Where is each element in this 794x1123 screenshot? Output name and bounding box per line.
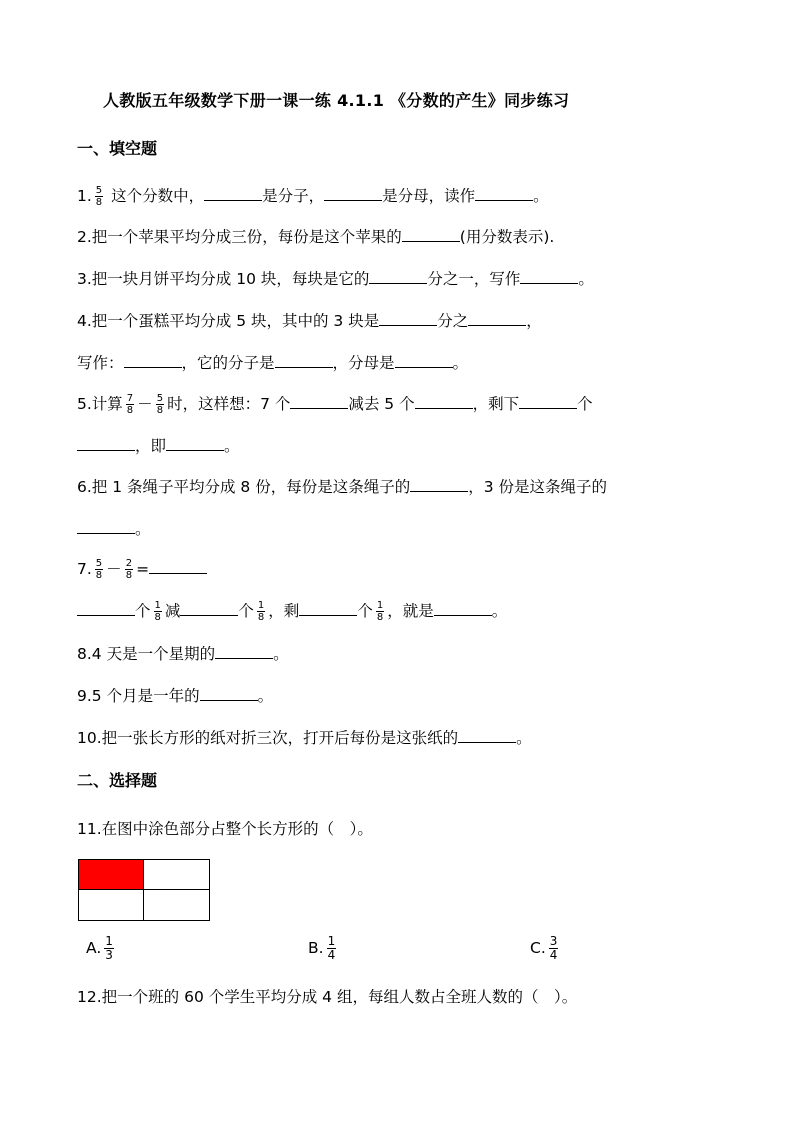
answer-blank[interactable]	[180, 600, 238, 616]
answer-blank[interactable]	[149, 558, 207, 574]
fraction: $\frac{7}{8}$	[126, 393, 134, 416]
fraction: $\frac{2}{8}$	[125, 558, 133, 581]
question-5: 5.计算 $\frac{7}{8}$ － $\frac{5}{8}$ 时，这样想：7 个 减去 5 个 ，剩下 个	[77, 393, 593, 416]
question-1: 1. $\frac{5}{8}$ 这个分数中， 是分子， 是分母，读作 。	[77, 185, 549, 208]
shaded-cell	[79, 860, 144, 890]
answer-blank[interactable]	[520, 268, 578, 284]
answer-blank[interactable]	[200, 685, 258, 701]
grid-vline	[143, 860, 144, 920]
answer-blank[interactable]	[519, 393, 577, 409]
section-multiple-choice: 二、选择题	[77, 771, 158, 790]
fraction: $\frac{1}{4}$	[327, 934, 336, 962]
answer-blank[interactable]	[204, 185, 262, 201]
answer-blank[interactable]	[369, 268, 427, 284]
answer-blank[interactable]	[468, 310, 526, 326]
question-11: 11.在图中涂色部分占整个长方形的（ ）。	[77, 820, 373, 838]
question-5-cont: ，即 。	[77, 435, 240, 457]
question-6: 6.把 1 条绳子平均分成 8 份，每份是这条绳子的 ，3 份是这条绳子的	[77, 478, 608, 496]
option-a[interactable]: A. $\frac{1}{3}$	[86, 934, 113, 962]
question-8: 8.4 天是一个星期的 。	[77, 645, 289, 663]
answer-blank[interactable]	[410, 476, 468, 492]
fraction: $\frac{1}{8}$	[154, 600, 161, 623]
fraction: $\frac{5}{8}$	[95, 558, 103, 581]
answer-blank[interactable]	[379, 310, 437, 326]
question-12: 12.把一个班的 60 个学生平均分成 4 组，每组人数占全班人数的（ ）。	[77, 988, 578, 1006]
section-fill-in: 一、填空题	[77, 139, 158, 158]
question-9: 9.5 个月是一年的 。	[77, 687, 274, 705]
fraction: $\frac{1}{8}$	[257, 600, 265, 623]
question-7: 7. $\frac{5}{8}$ － $\frac{2}{8}$ =	[77, 558, 207, 581]
fraction: $\frac{3}{4}$	[549, 934, 558, 962]
answer-blank[interactable]	[166, 435, 224, 451]
question-4-cont: 写作： ，它的分子是 ，分母是 。	[77, 354, 469, 372]
answer-blank[interactable]	[402, 226, 460, 242]
answer-blank[interactable]	[275, 352, 333, 368]
answer-blank[interactable]	[324, 185, 382, 201]
answer-blank[interactable]	[215, 643, 273, 659]
answer-blank[interactable]	[77, 518, 135, 534]
question-3: 3.把一块月饼平均分成 10 块，每块是它的 分之一，写作 。	[77, 270, 594, 288]
fraction: $\frac{1}{3}$	[105, 934, 113, 962]
answer-blank[interactable]	[458, 727, 516, 743]
question-6-cont: 。	[77, 518, 151, 540]
question-2: 2.把一个苹果平均分成三份，每份是这个苹果的 (用分数表示).	[77, 228, 555, 246]
grid-hline	[79, 889, 209, 890]
answer-blank[interactable]	[475, 185, 533, 201]
answer-blank[interactable]	[434, 600, 492, 616]
answer-blank[interactable]	[77, 435, 135, 451]
answer-blank[interactable]	[77, 600, 135, 616]
option-c[interactable]: C. $\frac{3}{4}$	[530, 934, 558, 962]
question-10: 10.把一张长方形的纸对折三次，打开后每份是这张纸的 。	[77, 729, 532, 747]
answer-blank[interactable]	[395, 352, 453, 368]
page-title: 人教版五年级数学下册一课一练 4.1.1 《分数的产生》同步练习	[103, 91, 570, 110]
fraction: $\frac{5}{8}$	[156, 393, 164, 416]
answer-blank[interactable]	[290, 393, 348, 409]
fraction: $\frac{5}{8}$	[95, 185, 103, 208]
answer-blank[interactable]	[299, 600, 357, 616]
answer-blank[interactable]	[415, 393, 473, 409]
shaded-rectangle-figure	[78, 859, 210, 921]
question-4: 4.把一个蛋糕平均分成 5 块，其中的 3 块是 分之 ，	[77, 312, 542, 330]
question-7-cont: 个 $\frac{1}{8}$ 减 个 $\frac{1}{8}$ ，剩 个 $\frac{1}{8}$ ，就是 。	[77, 600, 507, 623]
answer-blank[interactable]	[124, 352, 182, 368]
fraction: $\frac{1}{8}$	[376, 600, 384, 623]
option-b[interactable]: B. $\frac{1}{4}$	[308, 934, 336, 962]
